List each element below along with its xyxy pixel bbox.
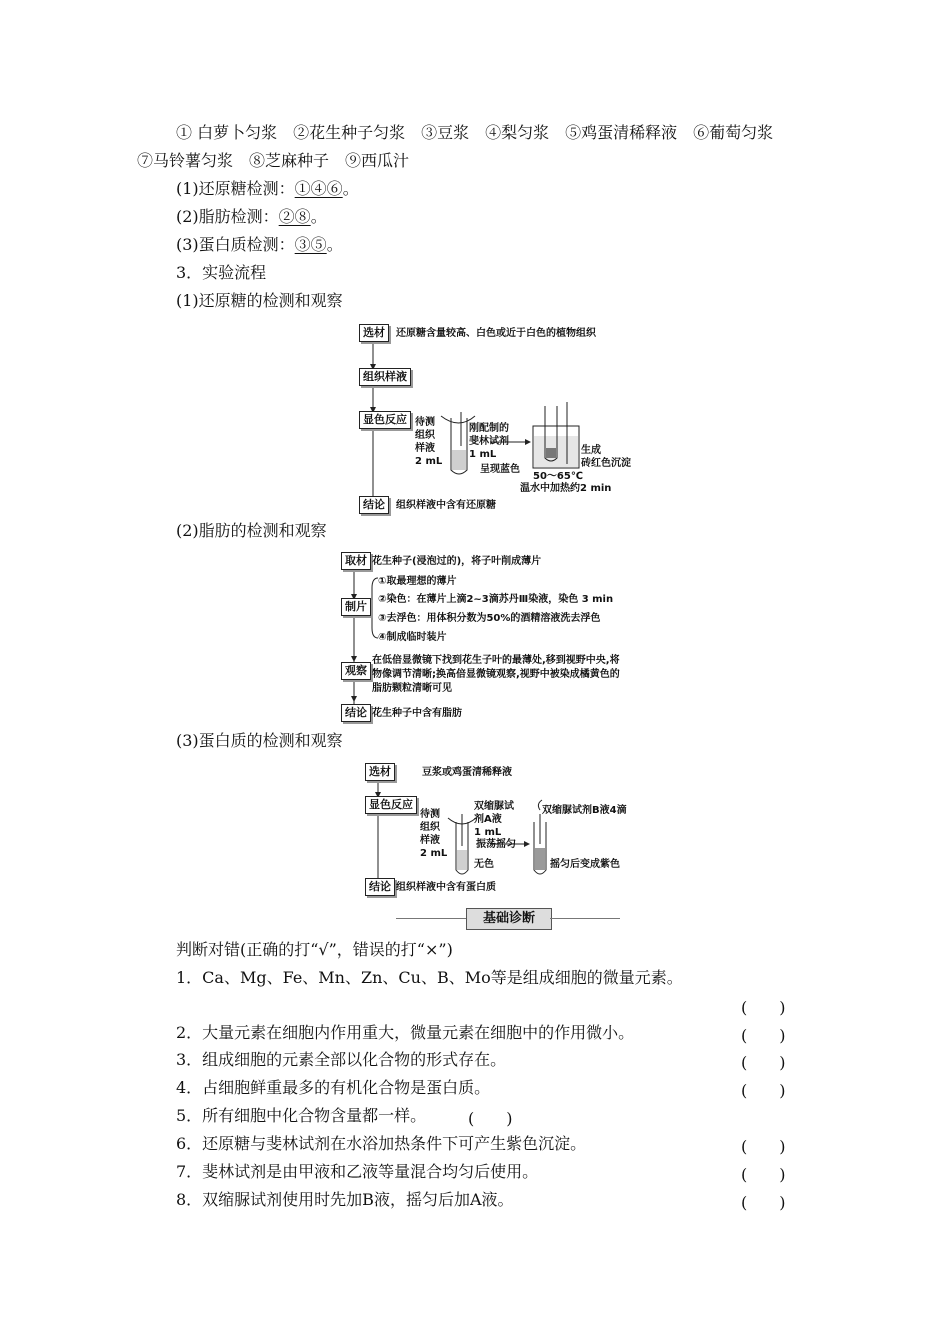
flow2-sub-2: ②染色：在薄片上滴2~3滴苏丹Ⅲ染液，染色 3 min bbox=[378, 594, 614, 605]
flow3-step-conclusion-box: 结论 bbox=[365, 878, 395, 896]
question-4: 4．占细胞鲜重最多的有机化合物是蛋白质。 bbox=[176, 1078, 491, 1097]
detection-sugar: (1)还原糖检测：①④⑥。 bbox=[176, 179, 359, 198]
answer-blank-3[interactable]: ( ) bbox=[741, 1053, 786, 1072]
flow3-diagram bbox=[362, 760, 652, 900]
question-8: 8．双缩脲试剂使用时先加B液，摇匀后加A液。 bbox=[176, 1190, 514, 1209]
answer-blank-7[interactable]: ( ) bbox=[741, 1165, 786, 1184]
flow1-step-select-box: 选材 bbox=[359, 324, 389, 342]
badge-rule-right bbox=[550, 918, 620, 919]
flow2-conclusion-text: 花生种子中含有脂肪 bbox=[372, 708, 462, 719]
flow2-title: (2)脂肪的检测和观察 bbox=[176, 521, 327, 540]
flow3-shake-label: 振荡摇匀 bbox=[476, 839, 516, 850]
answer-blank-8[interactable]: ( ) bbox=[741, 1193, 786, 1212]
flow2-step-slide-box: 制片 bbox=[341, 598, 371, 616]
detection-protein: (3)蛋白质检测：③⑤。 bbox=[176, 235, 343, 254]
detection-fat: (2)脂肪检测：②⑧。 bbox=[176, 207, 327, 226]
flow1-temp-label: 50～65℃ bbox=[533, 471, 583, 482]
materials-line-2: ⑦马铃薯匀浆 ⑧芝麻种子 ⑨西瓜汁 bbox=[137, 151, 410, 170]
flow1-step-select-text: 还原糖含量较高、白色或近于白色的植物组织 bbox=[396, 328, 596, 339]
flow2-sub-1: ①取最理想的薄片 bbox=[378, 576, 457, 587]
flow1-step-sample-box: 组织样液 bbox=[359, 368, 411, 386]
flow1-heat-label: 温水中加热约2 min bbox=[520, 483, 612, 494]
question-3: 3．组成细胞的元素全部以化合物的形式存在。 bbox=[176, 1050, 507, 1069]
flow3-purple-label: 摇匀后变成紫色 bbox=[550, 859, 620, 870]
flow3-title: (3)蛋白质的检测和观察 bbox=[176, 731, 343, 750]
flow1-conclusion-text: 组织样液中含有还原糖 bbox=[396, 500, 496, 511]
answer-sugar: ①④⑥ bbox=[294, 179, 343, 198]
answer-blank-4[interactable]: ( ) bbox=[741, 1081, 786, 1100]
section-3-title: 3．实验流程 bbox=[176, 263, 267, 282]
flow3-step-select-text: 豆浆或鸡蛋清稀释液 bbox=[422, 767, 512, 778]
flow1-step-color-box: 显色反应 bbox=[359, 411, 411, 429]
flow3-sample-label: 待测 组织 样液 2 mL bbox=[420, 809, 448, 859]
answer-blank-1[interactable]: ( ) bbox=[741, 998, 786, 1017]
flow2-observe-line-1: 在低倍显微镜下找到花生子叶的最薄处,移到视野中央,将 bbox=[372, 655, 620, 666]
flow2-observe-line-2: 物像调节清晰;换高倍显微镜观察,视野中被染成橘黄色的 bbox=[372, 669, 620, 680]
flow1-step-conclusion-box: 结论 bbox=[359, 496, 389, 514]
flow3-step-select-box: 选材 bbox=[365, 763, 395, 781]
flow1-reagent-label: 刚配制的 斐林试剂 1 mL bbox=[469, 423, 509, 460]
flow2-step-take-text: 花生种子(浸泡过的)，将子叶削成薄片 bbox=[372, 556, 542, 567]
flow1-title: (1)还原糖的检测和观察 bbox=[176, 291, 343, 310]
flow3-step-color-box: 显色反应 bbox=[365, 796, 417, 814]
flow1-sample-label: 待测 组织 样液 2 mL bbox=[415, 417, 443, 467]
diagnosis-instruction: 判断对错(正确的打“√”，错误的打“×”) bbox=[176, 940, 453, 959]
flow2-diagram bbox=[338, 548, 658, 723]
flow1-precip-label: 生成 砖红色沉淀 bbox=[581, 445, 631, 469]
flow3-conclusion-text: 组织样液中含有蛋白质 bbox=[396, 882, 496, 893]
answer-blank-5[interactable]: ( ) bbox=[468, 1109, 513, 1128]
diagnosis-badge: 基础诊断 bbox=[466, 908, 552, 930]
answer-fat: ②⑧ bbox=[278, 207, 311, 226]
flow3-reagentA-label: 双缩脲试 剂A液 1 mL bbox=[474, 801, 514, 838]
flow2-sub-4: ④制成临时装片 bbox=[378, 632, 447, 643]
question-1: 1．Ca、Mg、Fe、Mn、Zn、Cu、B、Mo等是组成细胞的微量元素。 bbox=[176, 968, 683, 987]
flow1-diagram bbox=[355, 318, 655, 518]
question-7: 7．斐林试剂是由甲液和乙液等量混合均匀后使用。 bbox=[176, 1162, 539, 1181]
badge-rule-left bbox=[396, 918, 466, 919]
answer-protein: ③⑤ bbox=[294, 235, 327, 254]
question-6: 6．还原糖与斐林试剂在水浴加热条件下可产生紫色沉淀。 bbox=[176, 1134, 587, 1153]
flow3-colorless-label: 无色 bbox=[474, 859, 494, 870]
flow2-step-take-box: 取材 bbox=[341, 552, 371, 570]
flow3-reagentB-label: 双缩脲试剂B液4滴 bbox=[542, 805, 627, 816]
flow2-step-conclusion-box: 结论 bbox=[341, 704, 371, 722]
flow2-step-observe-box: 观察 bbox=[341, 662, 371, 680]
flow2-observe-line-3: 脂肪颗粒清晰可见 bbox=[372, 683, 452, 694]
flow1-blue-label: 呈现蓝色 bbox=[480, 464, 520, 475]
flow2-sub-3: ③去浮色：用体积分数为50%的酒精溶液洗去浮色 bbox=[378, 613, 601, 624]
question-5: 5．所有细胞中化合物含量都一样。 bbox=[176, 1106, 427, 1125]
question-2: 2．大量元素在细胞内作用重大，微量元素在细胞中的作用微小。 bbox=[176, 1023, 635, 1042]
materials-line-1: ① 白萝卜匀浆 ②花生种子匀浆 ③豆浆 ④梨匀浆 ⑤鸡蛋清稀释液 ⑥葡萄匀浆 bbox=[176, 123, 774, 142]
answer-blank-6[interactable]: ( ) bbox=[741, 1137, 786, 1156]
answer-blank-2[interactable]: ( ) bbox=[741, 1026, 786, 1045]
